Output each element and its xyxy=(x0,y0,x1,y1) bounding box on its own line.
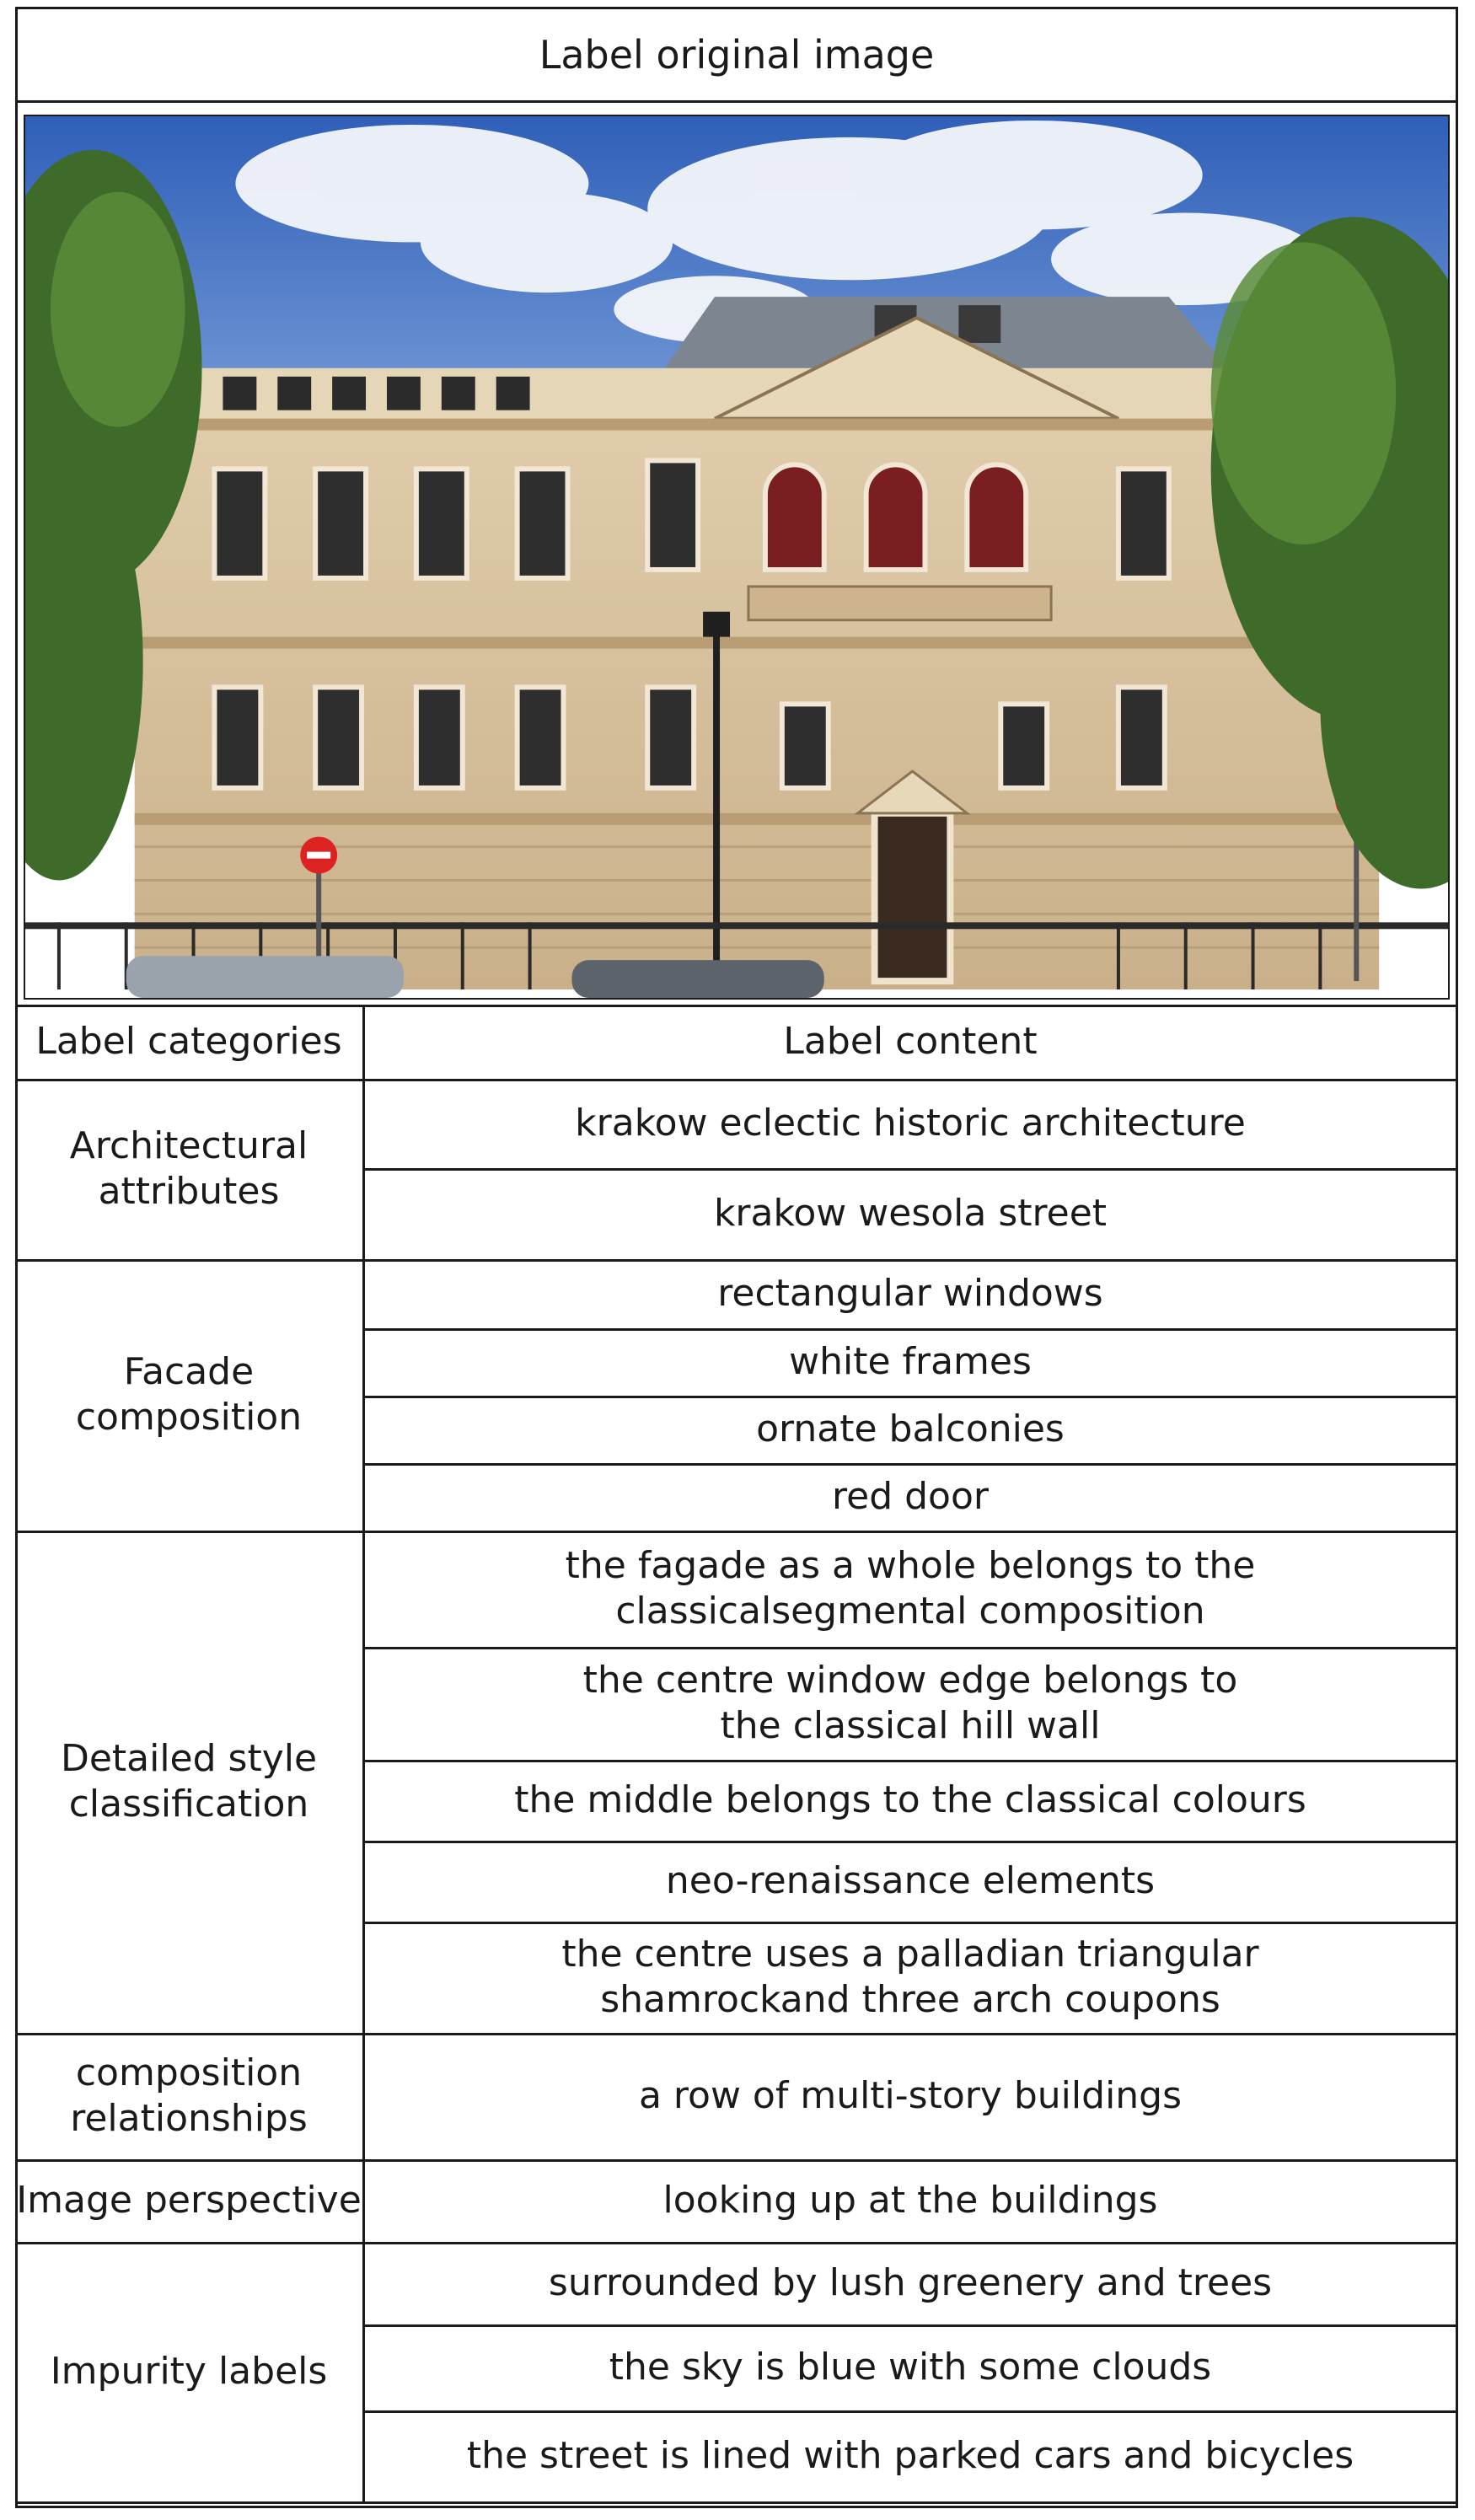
label-content-cell: the centre uses a palladian triangular shamrockand three arch coupons xyxy=(561,1933,1259,2021)
label-content-cell: neo-renaissance elements xyxy=(665,1859,1156,1902)
building-illustration xyxy=(25,116,1448,998)
label-content-cell: looking up at the buildings xyxy=(662,2179,1158,2222)
header-categories: Label categories xyxy=(35,1020,342,1063)
category-cell: Impurity labels xyxy=(50,2350,328,2393)
column-divider xyxy=(362,1005,365,2501)
label-content-cell: white frames xyxy=(789,1340,1032,1383)
category-cell: composition relationships xyxy=(70,2051,308,2140)
label-content-cell: the middle belongs to the classical colours xyxy=(514,1778,1306,1821)
category-cell: Architectural attributes xyxy=(69,1124,308,1213)
building-photo xyxy=(24,115,1450,1000)
header-content: Label content xyxy=(783,1020,1038,1063)
label-content-cell: the street is lined with parked cars and bicycles xyxy=(466,2434,1354,2477)
category-cell: Image perspective xyxy=(16,2179,362,2222)
label-content-cell: surrounded by lush greenery and trees xyxy=(548,2261,1273,2304)
group-divider xyxy=(15,2501,1458,2504)
label-content-cell: krakow eclectic historic architecture xyxy=(575,1102,1246,1145)
label-content-cell: red door xyxy=(832,1475,989,1518)
label-content-cell: krakow wesola street xyxy=(713,1192,1108,1235)
label-content-cell: the centre window edge belongs to the classical hill wall xyxy=(582,1659,1238,1747)
category-cell: Detailed style classification xyxy=(60,1737,318,1826)
label-content-cell: the fagade as a whole belongs to the classicalsegmental composition xyxy=(565,1544,1256,1633)
table-title: Label original image xyxy=(15,7,1458,103)
label-content-cell: ornate balconies xyxy=(756,1407,1065,1450)
category-cell: Facade composition xyxy=(75,1350,303,1439)
label-content-cell: the sky is blue with some clouds xyxy=(609,2346,1212,2389)
label-content-cell: a row of multi-story buildings xyxy=(638,2074,1183,2117)
label-content-cell: rectangular windows xyxy=(717,1272,1103,1315)
